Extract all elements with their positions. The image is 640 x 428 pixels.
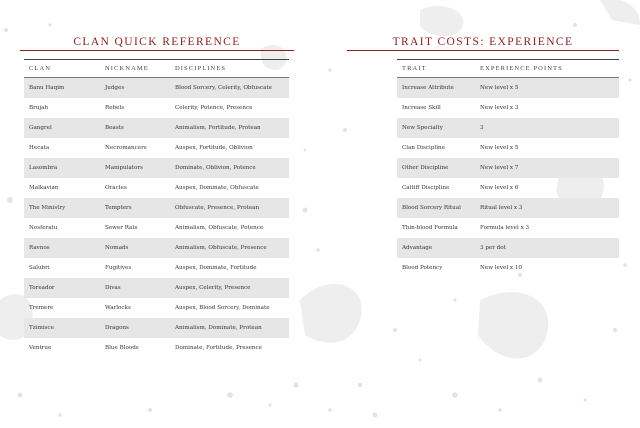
trait-name: Increase Skill <box>402 105 441 111</box>
trait-cost: New level x 3 <box>480 105 519 111</box>
clan-table-title: CLAN QUICK REFERENCE <box>73 36 241 48</box>
trait-cost: New level x 5 <box>480 85 519 91</box>
column-header-experience-points: EXPERIENCE POINTS <box>480 65 563 72</box>
clan-name: Ravnos <box>29 245 50 251</box>
trait-name: Thin-blood Formula <box>402 225 458 231</box>
table-row <box>24 78 289 98</box>
clan-nickname: Dragons <box>105 325 129 331</box>
trait-name: Advantage <box>402 245 433 251</box>
clan-disciplines: Auspex, Celerity, Presence <box>175 285 251 291</box>
table-row <box>397 158 619 178</box>
trait-cost: New level x 6 <box>480 185 519 191</box>
clan-nickname: Judges <box>105 85 125 91</box>
clan-name: Hecata <box>29 145 50 151</box>
table-row <box>397 238 619 258</box>
table-row <box>24 318 289 338</box>
table-row <box>24 138 289 158</box>
table-row <box>24 118 289 138</box>
trait-cost: Formula level x 3 <box>480 225 530 231</box>
trait-cost: New level x 10 <box>480 265 522 271</box>
clan-disciplines: Auspex, Dominate, Fortitude <box>175 265 257 271</box>
clan-name: Tzimisce <box>29 325 54 331</box>
column-header-clan: CLAN <box>29 65 52 72</box>
clan-name: Salubri <box>29 265 50 271</box>
clan-name: Toreador <box>29 285 55 291</box>
trait-name: Increase Attribute <box>402 85 454 91</box>
clan-name: Lasombra <box>29 165 58 171</box>
clan-disciplines: Celerity, Potence, Presence <box>175 105 253 111</box>
clan-disciplines: Dominate, Fortitude, Presence <box>175 345 262 351</box>
trait-name: Blood Sorcery Ritual <box>402 205 461 211</box>
table-row <box>24 98 289 118</box>
clan-name: Banu Haqim <box>29 85 65 91</box>
clan-nickname: Rebels <box>105 105 125 111</box>
clan-name: Brujah <box>29 105 49 111</box>
clan-name: Nosferatu <box>29 225 58 231</box>
table-row <box>24 338 289 358</box>
clan-nickname: Tempters <box>105 205 132 211</box>
trait-cost: 3 <box>480 125 484 131</box>
trait-name: Caitiff Discipline <box>402 185 450 191</box>
table-row <box>24 238 289 258</box>
clan-nickname: Divas <box>105 285 121 291</box>
clan-name: The Ministry <box>29 205 66 211</box>
clan-nickname: Beasts <box>105 125 124 131</box>
title-divider <box>347 50 619 51</box>
clan-disciplines: Animalism, Obfuscate, Presence <box>175 245 267 251</box>
trait-cost: New level x 5 <box>480 145 519 151</box>
clan-nickname: Blue Bloods <box>105 345 139 351</box>
clan-disciplines: Animalism, Obfuscate, Potence <box>175 225 264 231</box>
clan-disciplines: Animalism, Dominate, Protean <box>175 325 262 331</box>
trait-cost: New level x 7 <box>480 165 519 171</box>
trait-cost: 3 per dot <box>480 245 506 251</box>
table-row <box>24 298 289 318</box>
table-row <box>397 218 619 238</box>
table-row <box>24 258 289 278</box>
column-header-disciplines: DISCIPLINES <box>175 65 227 72</box>
clan-disciplines: Obfuscate, Presence, Protean <box>175 205 260 211</box>
clan-disciplines: Blood Sorcery, Celerity, Obfuscate <box>175 85 273 91</box>
clan-disciplines: Auspex, Dominate, Obfuscate <box>175 185 259 191</box>
trait-cost-table <box>397 59 619 278</box>
clan-name: Malkavian <box>29 185 59 191</box>
table-row <box>397 178 619 198</box>
clan-name: Gangrel <box>29 125 52 131</box>
table-row <box>24 218 289 238</box>
clan-table <box>24 59 289 358</box>
table-row <box>24 278 289 298</box>
column-header-nickname: NICKNAME <box>105 65 149 72</box>
table-header-row <box>24 59 289 78</box>
table-row <box>397 78 619 98</box>
clan-nickname: Sewer Rats <box>105 225 138 231</box>
column-header-trait: TRAIT <box>402 65 427 72</box>
clan-nickname: Necromancers <box>105 145 147 151</box>
table-row <box>397 118 619 138</box>
clan-nickname: Manipulators <box>105 165 143 171</box>
trait-table-title: TRAIT COSTS: EXPERIENCE <box>392 36 574 48</box>
clan-disciplines: Animalism, Fortitude, Protean <box>175 125 261 131</box>
trait-name: Clan Discipline <box>402 145 445 151</box>
trait-cost: Ritual level x 3 <box>480 205 523 211</box>
clan-nickname: Fugitives <box>105 265 132 271</box>
table-row <box>24 158 289 178</box>
clan-nickname: Oracles <box>105 185 127 191</box>
clan-disciplines: Auspex, Fortitude, Oblivion <box>175 145 253 151</box>
trait-name: Blood Potency <box>402 265 443 271</box>
table-row <box>397 98 619 118</box>
table-row <box>397 198 619 218</box>
table-row <box>24 198 289 218</box>
clan-nickname: Nomads <box>105 245 129 251</box>
trait-name: Other Discipline <box>402 165 449 171</box>
clan-name: Tremere <box>29 305 54 311</box>
clan-disciplines: Dominate, Oblivion, Potence <box>175 165 256 171</box>
table-row <box>397 138 619 158</box>
trait-name: New Specialty <box>402 125 443 131</box>
clan-name: Ventrue <box>29 345 52 351</box>
clan-nickname: Warlocks <box>105 305 131 311</box>
table-row <box>24 178 289 198</box>
table-header-row <box>397 59 619 78</box>
table-row <box>397 258 619 278</box>
clan-disciplines: Auspex, Blood Sorcery, Dominate <box>175 305 270 311</box>
title-divider <box>20 50 294 51</box>
